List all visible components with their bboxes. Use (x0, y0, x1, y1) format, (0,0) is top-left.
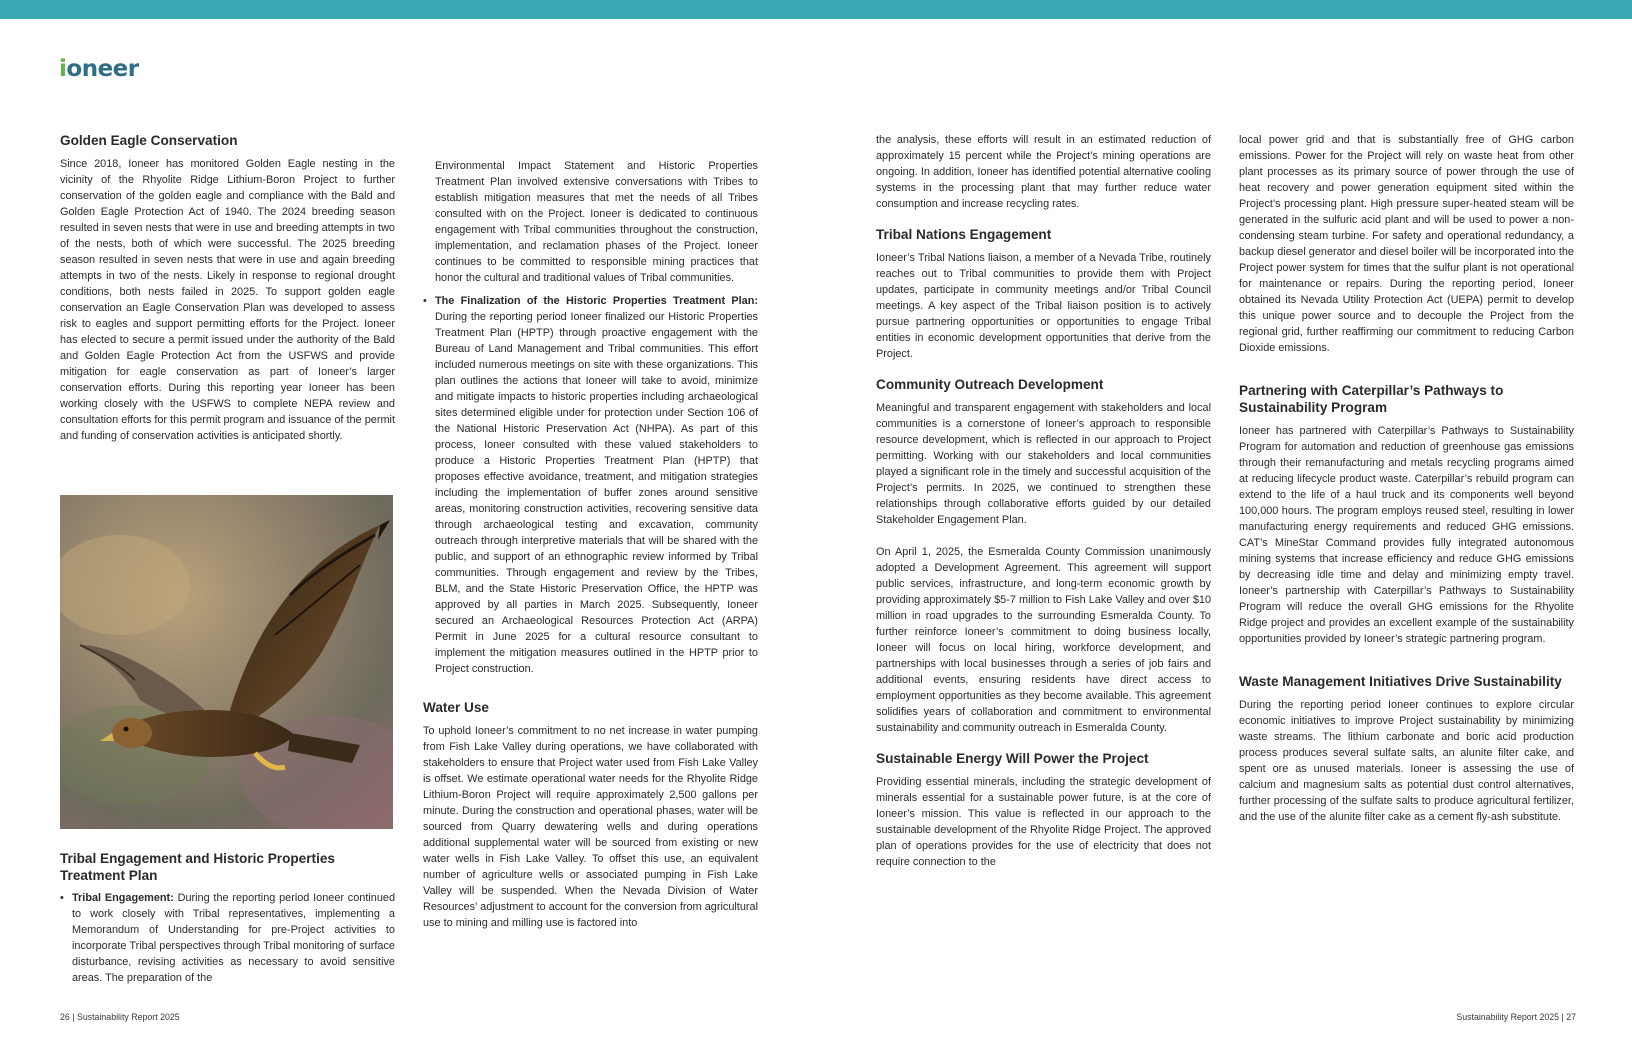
sustainable-energy-paragraph: Providing essential minerals, including the strategic development of minerals essential for a sustainable power future, is at the core of Ioneer’s mission. This value is reflected in our approach to the sustainable development of the Rhyolite Ridge Project. The approved plan of operations provides for the use of electricity that does not require connection to the (876, 776, 1211, 868)
column-4 (1239, 132, 1574, 825)
bullet-hptp (423, 293, 758, 677)
bullet-tribal-engagement (60, 890, 395, 986)
caterpillar-heading: Partnering with Caterpillar’s Pathways to Sustainability Program (1239, 383, 1504, 415)
waste-management-heading: Waste Management Initiatives Drive Sustainability (1239, 674, 1562, 689)
bullet-dot: • (60, 892, 64, 904)
water-continuation-paragraph: the analysis, these efforts will result in an estimated reduction of approximately 15 percent while the Project’s mining operations are ongoing. In addition, Ioneer has identified potential alternative cooling systems in the processing plant that may further reduce water consumption and increase recycling rates. (876, 134, 1211, 210)
bullet-text: During the reporting period Ioneer continued to work closely with Tribal representatives, implementing a Memorandum of Understanding for pre-Project activities to incorporate Tribal perspectives through Tribal monitoring of surface disturbance, revising activities as necessary to avoid sensitive areas. The preparation of the (72, 892, 396, 984)
tribal-continuation-paragraph: Environmental Impact Statement and Historic Properties Treatment Plan involved extensive conversations with Tribes to establish mitigation measures that met the needs of all Tribes consulted with on the Project. Ioneer is dedicated to continuous engagement with Tribal communities throughout the construction, implementation, and reclamation phases of the Project. Ioneer continues to be committed to responsible mining practices that honor the cultural and traditional values of Tribal communities. (435, 160, 758, 284)
tribal-nations-heading: Tribal Nations Engagement (876, 227, 1052, 242)
community-outreach-paragraph-1: Meaningful and transparent engagement with stakeholders and local communities is a cornerstone of Ioneer’s approach to responsible resource development, which is reflected in our approach to Project permitting. Working with our stakeholders and local communities played a significant role in the timely and successful acquisition of the Project’s permits. In 2025, we continued to strengthen these relationships through collaborative efforts guided by our detailed Stakeholder Engagement Plan. (876, 402, 1211, 526)
golden-eagle-paragraph: Since 2018, Ioneer has monitored Golden Eagle nesting in the vicinity of the Rhyolite Ridge Lithium-Boron Project to further conservation of the golden eagle and compliance with the Bald and Golden Eagle Protection Act of 1940. The 2024 breeding season resulted in seven nests that were in use and breeding attempts in two of the nests, both of which were successful. The 2025 breeding season resulted in seven nests that were in use and again breeding attempts in two of the nests. Likely in response to regional drought conditions, both nests failed in 2025. To support golden eagle conservation an Eagle Conservation Plan was developed to assess risk to eagles and support permitting efforts for the Project. Ioneer has elected to secure a permit issued under the authority of the Bald and Golden Eagle Protection Act from the USFWS and provide mitigation for eagle conservation as part of Ioneer’s larger conservation efforts. During this reporting year Ioneer has been working closely with the USFWS to complete NEPA review and consultation efforts for this permit program and issuance of the permit and funding of conservation activities is anticipated shortly. (60, 158, 395, 442)
tribal-engagement-heading: Tribal Engagement and Historic Properties Treatment Plan (60, 851, 335, 883)
column-1 (60, 132, 395, 444)
bullet-label: Tribal Engagement: (72, 892, 174, 904)
column-1-lower (60, 850, 395, 986)
footer-left-page-number: 26 | Sustainability Report 2025 (60, 1012, 180, 1022)
bullet-label: The Finalization of the Historic Properties Treatment Plan: (435, 295, 758, 307)
caterpillar-paragraph: Ioneer has partnered with Caterpillar’s Pathways to Sustainability Program for automation and reduction of greenhouse gas emissions through their remanufacturing and metals recycling programs aimed at reducing lifecycle product waste. Caterpillar’s rebuild program can extend to the life of a haul truck and its components well beyond 100,000 hours. The program employs reused steel, resulting in lower manufacturing energy requirements and reduced GHG emissions. CAT’s MineStar Command provides fully integrated autonomous mining systems that increase efficiency and reduce GHG emissions by decreasing idle time and delay and minimizing empty travel. Ioneer’s partnership with Caterpillar’s Pathways to Sustainability Program will reduce the overall GHG emissions for the Rhyolite Ridge project and provides an excellent example of the sustainability opportunities provided by Ioneer’s strategic partnering program. (1239, 425, 1574, 645)
golden-eagle-photo (60, 495, 393, 829)
waste-management-paragraph: During the reporting period Ioneer continues to explore circular economic initiatives to improve Project sustainability by minimizing waste streams. The lithium carbonate and boric acid production process produces several sulfate salts, an alunite filter cake, and spent ore as unused materials. Ioneer is assessing the use of calcium and magnesium salts as potential dust control alternatives, further processing of the sulfate salts to produce agricultural fertilizer, and the use of the alunite filter cake as a cement fly-ash substitute. (1239, 699, 1574, 823)
footer-right-page-number: Sustainability Report 2025 | 27 (1456, 1012, 1576, 1022)
sustainable-energy-heading: Sustainable Energy Will Power the Project (876, 751, 1149, 766)
energy-continuation-paragraph: local power grid and that is substantially free of GHG carbon emissions. Power for the Project will rely on waste heat from other plant processes as its primary source of power through the use of heat recovery and power generation equipment sited within the Project’s processing plant. High pressure super-heated steam will be generated in the sulfuric acid plant and will be used to power a non-condensing steam turbine. For safety and operational redundancy, a backup diesel generator and diesel boiler will be incorporated into the Project power system for times that the sulfur plant is not operational for maintenance or repairs. During the reporting period, Ioneer obtained its Nevada Utility Protection Act (UEPA) permit to develop this unique power source and to decouple the Project from the regional grid, further reaffirming our commitment to reducing Carbon Dioxide emissions. (1239, 134, 1574, 354)
water-use-paragraph: To uphold Ioneer’s commitment to no net increase in water pumping from Fish Lake Valley during operations, we have collaborated with stakeholders to ensure that Project water used from Fish Lake Valley is offset. We estimate operational water needs for the Rhyolite Ridge Lithium-Boron Project will require approximately 2,500 gallons per minute. During the construction and operational phases, water will be sourced from Quarry dewatering wells and during operations additional supplemental water will be sourced from existing or new water wells in Fish Lake Valley. To offset this use, an equivalent number of agriculture wells or associated pumping in Fish Lake Valley will be suspended. When the Nevada Division of Water Resources’ adjustment to account for the conversion from agricultural use to mining and milling use is factored into (423, 725, 758, 929)
eagle-illustration (60, 495, 393, 829)
water-use-heading: Water Use (423, 700, 489, 715)
column-2 (423, 158, 758, 931)
bullet-text: During the reporting period Ioneer finalized our Historic Properties Treatment Plan (HPTP) through proactive engagement with the Bureau of Land Management and Tribal communities. This effort included numerous meetings on site with these organizations. This plan outlines the actions that Ioneer will take to avoid, minimize and mitigate impacts to historic properties including archaeological sites determined eligible under for protection under Section 106 of the National Historic Preservation Act (NHPA). As part of this process, Ioneer consulted with these valued stakeholders to produce a Historic Properties Treatment Plan (HPTP) that proposes effective avoidance, treatment, and mitigation strategies including the implementation of buffer zones around sensitive areas, monitoring construction activities, recovering sensitive data through archaeological testing and excavation, community outreach through interpretive materials that will be shared with the public, and support of an ethnographic review informed by Tribal communities. Through engagement and review by the Tribes, BLM, and the State Historic Preservation Office, the HPTP was approved by all parties in March 2025. Subsequently, Ioneer secured an Archaeological Resources Protection Act (ARPA) Permit in June 2025 for a cultural resource consultant to implement the mitigation measures outlined in the HPTP prior to Project construction. (435, 311, 758, 675)
top-accent-bar (0, 0, 1632, 19)
community-outreach-paragraph-2: On April 1, 2025, the Esmeralda County Commission unanimously adopted a Development Agreement. This agreement will support public services, infrastructure, and long-term economic growth by providing approximately $5-7 million to Fish Lake Valley and over $10 million in road upgrades to the surrounding Esmeralda County. To further reinforce Ioneer’s commitment to doing business locally, Ioneer will focus on local hiring, workforce development, and partnerships with local businesses through a series of job fairs and additional events, ensuring residents have direct access to employment opportunities as they become available. This agreement solidifies years of collaboration and commitment to environmental sustainability and community outreach in Esmeralda County. (876, 546, 1211, 734)
ioneer-logo: ioneer (59, 56, 139, 82)
community-outreach-heading: Community Outreach Development (876, 377, 1104, 392)
column-3 (876, 132, 1211, 870)
golden-eagle-heading: Golden Eagle Conservation (60, 133, 238, 148)
tribal-nations-paragraph: Ioneer’s Tribal Nations liaison, a member of a Nevada Tribe, routinely reaches out to Tribal communities to provide them with Project updates, participate in community meetings and/or Tribal Council meetings. A key aspect of the Tribal liaison position is to actively pursue partnering opportunities or opportunities to engage Tribal entities in economic development opportunities that derive from the Project. (876, 252, 1211, 360)
bullet-dot: • (423, 295, 427, 307)
